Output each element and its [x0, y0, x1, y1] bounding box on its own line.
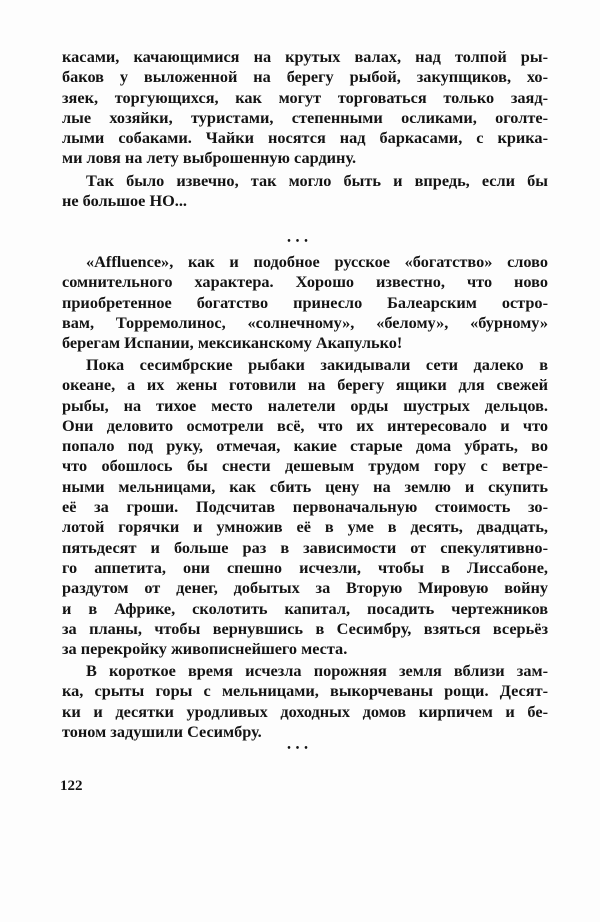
text-line: рыбы, на тихое место налетели орды шустрых дельцов. [62, 395, 548, 415]
text-line: океане, а их жены готовили на берегу ящики для свежей [62, 375, 548, 395]
paragraph-fishermen [62, 47, 548, 169]
text-line: за планы, чтобы вернувшись в Сесимбру, взяться всерьёз [62, 618, 548, 638]
text-line: ки и десятки уродливых доходных домов кирпичем и бе- [62, 701, 548, 721]
text-line: и в Африке, сколотить капитал, посадить чертежников [62, 598, 548, 618]
text-line: «Affluence», как и подобное русское «богатство» слово [86, 252, 548, 271]
text-line: не большое НО... [62, 191, 187, 211]
text-line: Они деловито осмотрели всё, что их интересовало и что [62, 415, 548, 435]
text-line: касами, качающимися на крутых валах, над толпой ры- [62, 47, 548, 66]
text-line: баков у выложенной на берегу рыбой, закупщиков, хо- [62, 67, 548, 87]
text-line: приобретенное богатство принесло Балеарским остро- [62, 292, 548, 312]
page-number: 122 [60, 778, 83, 794]
section-separator-end: ••• [287, 743, 313, 754]
text-line: В короткое время исчезла порожняя земля вблизи зам- [86, 661, 548, 680]
paragraph-affluence [62, 252, 548, 353]
text-line: ка, срыты горы с мельницами, выкорчеваны рощи. Десят- [62, 681, 548, 701]
section-separator: ••• [287, 236, 313, 247]
paragraph-concrete [62, 661, 548, 742]
text-line: попало под руку, отмечая, какие старые дома убрать, во [62, 436, 548, 456]
text-line: зяек, торгующихся, как могут торговаться только заяд- [62, 87, 548, 107]
text-line: лые хозяйки, туристами, степенными осликами, оголте- [62, 107, 548, 127]
text-line: тоном задушили Сесимбру. [62, 721, 262, 741]
text-line: Так было извечно, так могло быть и впредь, если бы [86, 171, 548, 190]
text-line: сомнительного характера. Хорошо известно, что ново [62, 272, 548, 292]
paragraph-but [62, 171, 548, 212]
text-line: ными мельницами, как сбить цену на землю и скупить [62, 476, 548, 496]
text-line: ми ловя на лету выброшенную сардину. [62, 148, 357, 168]
text-line: вам, Торремолинос, «солнечному», «белому», «бурному» [62, 312, 548, 332]
text-line: лыми собаками. Чайки носятся над баркасами, с крика- [62, 128, 548, 148]
text-line: Пока сесимбрские рыбаки закидывали сети далеко в [86, 355, 548, 374]
text-line: что обошлось бы снести дешевым трудом гору с ветре- [62, 456, 548, 476]
text-line: лотой горячки и умножив её в уме в десять, двадцать, [62, 517, 548, 537]
text-line: её за гроши. Подсчитав первоначальную стоимость зо- [62, 497, 548, 517]
text-line: раздутом от денег, добытых за Вторую Мировую войну [62, 578, 548, 598]
text-line: берегам Испании, мексиканскому Акапулько! [62, 333, 403, 353]
text-line: пятьдесят и больше раз в зависимости от спекулятивно- [62, 537, 548, 557]
text-line: го аппетита, они спешно исчезли, чтобы в Лиссабоне, [62, 557, 548, 577]
paragraph-dealers [62, 355, 548, 659]
text-line: за перекройку живописнейшего места. [62, 639, 348, 659]
